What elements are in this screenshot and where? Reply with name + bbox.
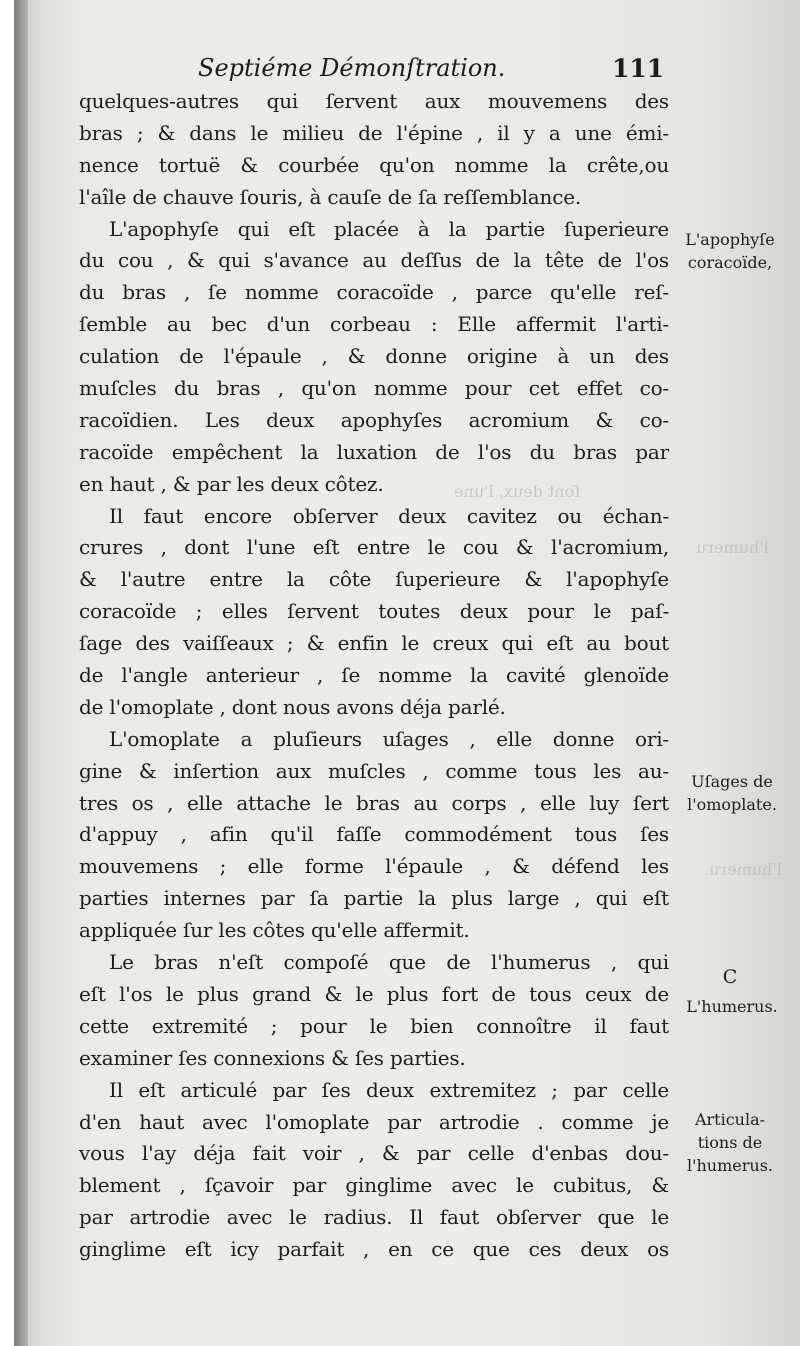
text-line: & l'autre entre la côte ſuperieure & l'apophyſe bbox=[79, 567, 669, 592]
text-line: muſcles du bras , qu'on nomme pour cet effet co- bbox=[79, 376, 669, 401]
text-line: ſage des vaiſſeaux ; & enfin le creux qui eſt au bout bbox=[79, 631, 669, 656]
page-gutter-shadow bbox=[14, 0, 28, 1346]
text-line: du cou , & qui s'avance au deſſus de la tête de l'os bbox=[79, 248, 669, 273]
body-text bbox=[79, 86, 669, 1266]
text-line: Il faut encore obſerver deux cavitez ou échan- bbox=[109, 503, 669, 528]
text-line: tres os , elle attache le bras au corps , elle luy ſert bbox=[79, 790, 669, 815]
text-line: racoïde empêchent la luxation de l'os du bras par bbox=[79, 439, 669, 464]
text-line: ſemble au bec d'un corbeau : Elle affermit l'arti- bbox=[79, 312, 669, 337]
running-title: Septiéme Démonſtration. bbox=[198, 54, 506, 82]
margin-note-line: tions de bbox=[697, 1133, 763, 1152]
margin-note-line: l'omoplate. bbox=[687, 795, 777, 814]
margin-note-line: Uſages de bbox=[691, 772, 773, 791]
text-line: L'omoplate a pluſieurs uſages , elle donne ori- bbox=[109, 726, 669, 751]
bleed-through-text: l'humeru bbox=[696, 538, 769, 557]
text-line: coracoïde ; elles ſervent toutes deux pour le paſ- bbox=[79, 599, 669, 624]
margin-note-line: coracoïde, bbox=[687, 253, 773, 272]
text-line: Il eſt articulé par ſes deux extremitez ; par celle bbox=[109, 1077, 669, 1102]
text-line: mouvemens ; elle forme l'épaule , & défend les bbox=[79, 854, 669, 879]
text-line: appliquée ſur les côtes qu'elle affermit. bbox=[79, 918, 470, 943]
text-line: en haut , & par les deux côtez. bbox=[79, 471, 384, 496]
text-line: culation de l'épaule , & donne origine à un des bbox=[79, 344, 669, 369]
margin-note-line: Articula- bbox=[694, 1110, 766, 1129]
text-line: vous l'ay déja fait voir , & par celle d'enbas dou- bbox=[79, 1141, 669, 1166]
text-line: par artrodie avec le radius. Il faut obſerver que le bbox=[79, 1205, 669, 1230]
margin-note-letter: C bbox=[722, 966, 738, 988]
text-line: bras ; & dans le milieu de l'épine , il y a une émi- bbox=[79, 120, 669, 145]
text-line: l'aîle de chauve ſouris, à cauſe de ſa reſſemblance. bbox=[79, 184, 582, 209]
margin-note-line: l'humerus. bbox=[686, 1156, 773, 1175]
text-line: d'en haut avec l'omoplate par artrodie . comme je bbox=[79, 1109, 669, 1134]
page-number: 111 bbox=[612, 54, 665, 83]
text-line: Le bras n'eſt compoſé que de l'humerus , qui bbox=[109, 950, 669, 975]
text-line: crures , dont l'une eſt entre le cou & l'acromium, bbox=[79, 535, 669, 560]
bleed-through-text: l'humeru. bbox=[704, 860, 782, 879]
text-line: parties internes par ſa partie la plus large , qui eſt bbox=[79, 886, 669, 911]
text-line: de l'omoplate , dont nous avons déja parlé. bbox=[79, 694, 506, 719]
text-line: d'appuy , afin qu'il faſſe commodément tous ſes bbox=[79, 822, 669, 847]
text-line: L'apophyſe qui eſt placée à la partie ſuperieure bbox=[109, 216, 669, 241]
margin-note-humerus: L'humerus. bbox=[686, 997, 778, 1016]
text-line: quelques-autres qui ſervent aux mouvemens des bbox=[79, 89, 669, 113]
bleed-through-text: ſont deux, l'une bbox=[454, 482, 581, 501]
text-line: examiner ſes connexions & ſes parties. bbox=[79, 1045, 466, 1070]
text-line: racoïdien. Les deux apophyſes acromium & co- bbox=[79, 407, 669, 432]
text-line: nence tortuë & courbée qu'on nomme la crête,ou bbox=[79, 152, 669, 177]
text-line: ginglime eſt icy parfait , en ce que ces deux os bbox=[79, 1237, 669, 1262]
text-line: blement , ſçavoir par ginglime avec le cubitus, & bbox=[79, 1173, 669, 1198]
text-line: gine & inſertion aux muſcles , comme tous les au- bbox=[79, 758, 669, 783]
margin-note-line: L'apophyſe bbox=[685, 230, 775, 249]
text-line: cette extremité ; pour le bien connoître il faut bbox=[79, 1013, 669, 1038]
text-line: eſt l'os le plus grand & le plus fort de tous ceux de bbox=[79, 981, 669, 1006]
text-line: de l'angle anterieur , ſe nomme la cavité glenoïde bbox=[79, 663, 669, 688]
text-line: du bras , ſe nomme coracoïde , parce qu'elle reſ- bbox=[79, 280, 669, 305]
